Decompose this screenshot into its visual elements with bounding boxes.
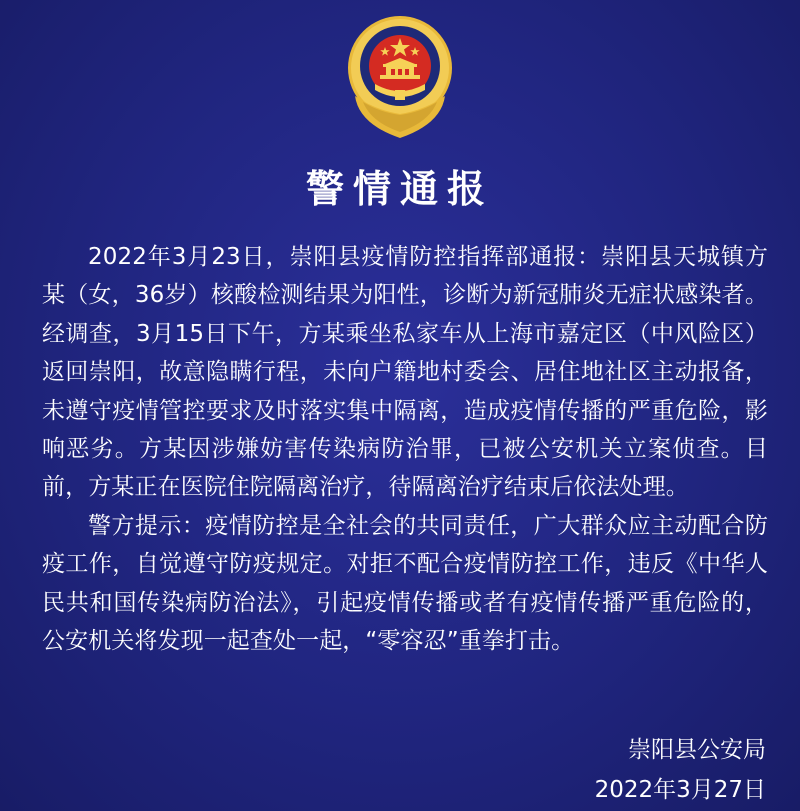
police-emblem-icon (339, 14, 461, 142)
notice-signature (595, 730, 766, 810)
issue-date: 2022年3月27日 (594, 777, 766, 803)
issuer-name: 崇阳县公安局 (628, 737, 766, 763)
notice-title: 警情通报 (305, 167, 494, 211)
notice-body (42, 238, 768, 660)
notice-paragraph-incident: 2022年3月23日，崇阳县疫情防控指挥部通报：崇阳县天城镇方某（女，36岁）核酸检测结果为阳性，诊断为新冠肺炎无症状感染者。经调查，3月15日下午，方某乘坐私家车从上海市嘉定区（中风险区）返回崇阳，故意隐瞒行程，未向户籍地村委会、居住地社区主动报备，未遵守疫情管控要求及时落实集中隔离，造成疫情传播的严重危险，影响恶劣。方某因涉嫌妨害传染病防治罪，已被公安机关立案侦查。目前，方某正在医院住院隔离治疗，待隔离治疗结束后依法处理。 (42, 244, 768, 501)
notice-paragraph-warning: 警方提示：疫情防控是全社会的共同责任，广大群众应主动配合防疫工作，自觉遵守防疫规定。对拒不配合疫情防控工作，违反《中华人民共和国传染病防治法》，引起疫情传播或者有疫情传播严重危险的，公安机关将发现一起查处一起，“零容忍”重拳打击。 (42, 512, 768, 655)
